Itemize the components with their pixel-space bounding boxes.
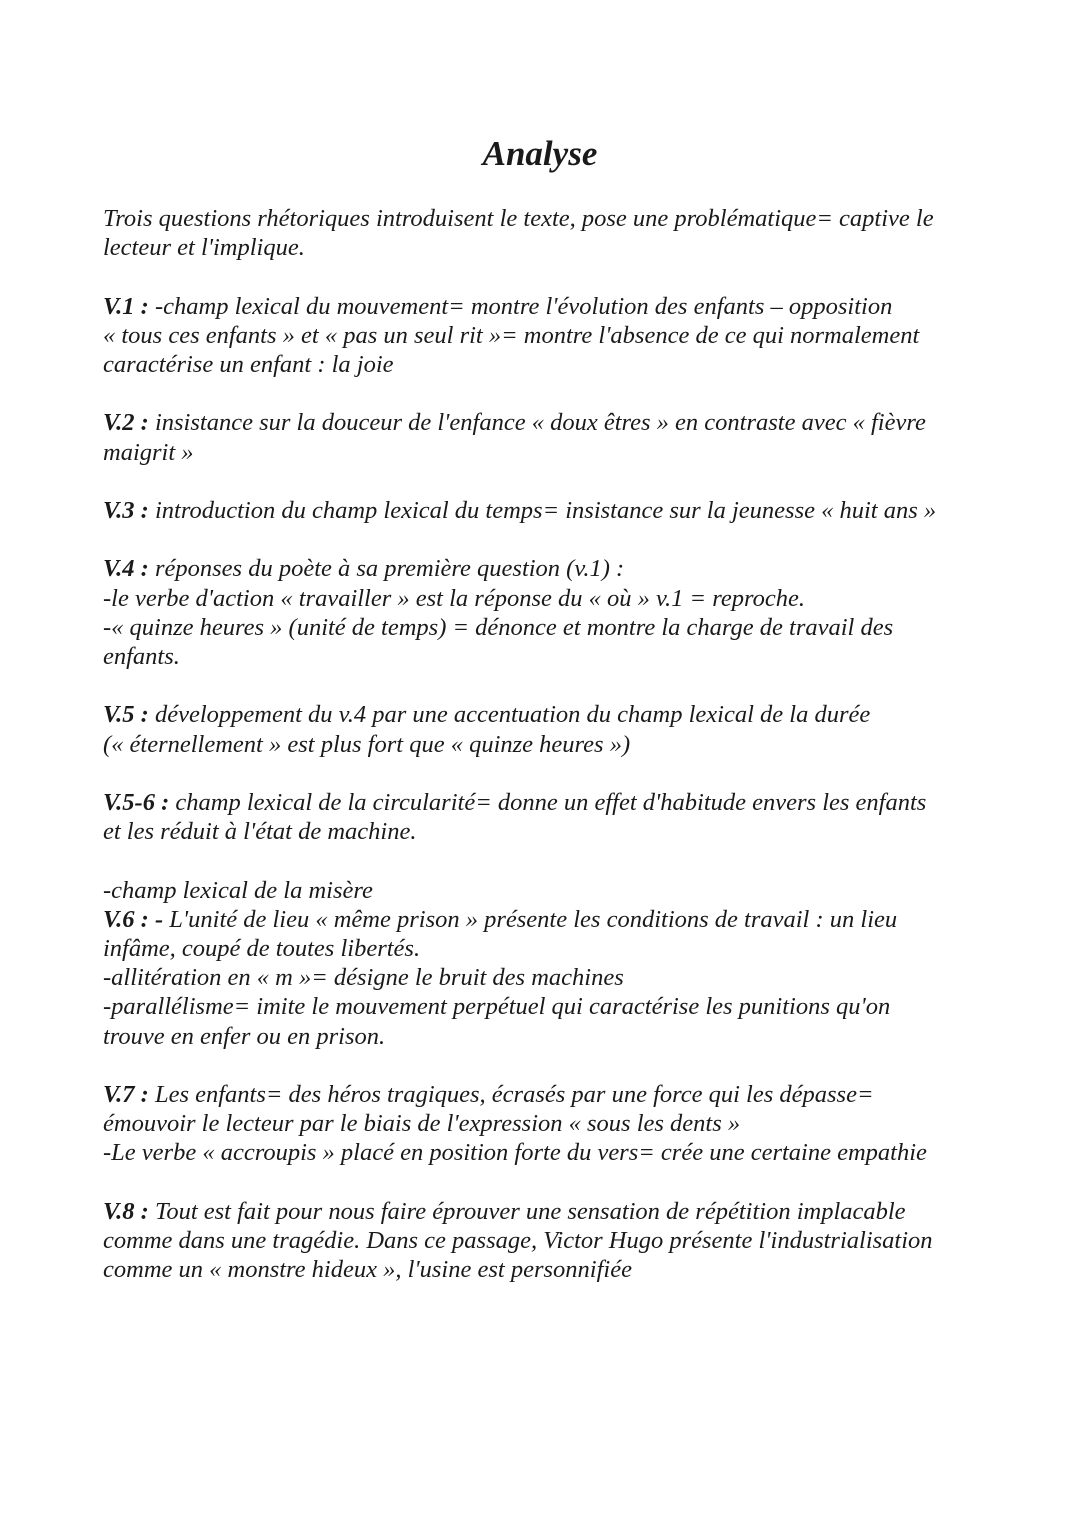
text-line: comme un « monstre hideux », l'usine est personnifiée: [103, 1256, 632, 1284]
text-line: (« éternellement » est plus fort que « quinze heures »): [103, 730, 631, 758]
paragraph-v8: [103, 1197, 983, 1285]
verse-label: V.2 :: [103, 409, 149, 437]
paragraph-v6: [103, 876, 983, 1051]
paragraph-v5-6: [103, 788, 983, 846]
text-line: -allitération en « m »= désigne le bruit des machines: [103, 964, 624, 992]
verse-label: V.1 :: [103, 292, 149, 320]
paragraph-v3: [103, 496, 983, 525]
text-line: trouve en enfer ou en prison.: [103, 1022, 386, 1050]
text-line: caractérise un enfant : la joie: [103, 351, 394, 378]
verse-label: V.7 :: [103, 1080, 149, 1108]
text-line: V.5-6 : champ lexical de la circularité= donne un effet d'habitude envers les enfants: [103, 788, 927, 816]
text-line: V.4 : réponses du poète à sa première question (v.1) :: [103, 555, 625, 583]
text-line: Trois questions rhétoriques introduisent le texte, pose une problématique= captive le: [103, 205, 934, 232]
text-line: V.5 : développement du v.4 par une accentuation du champ lexical de la durée: [103, 701, 871, 729]
paragraph-v5: [103, 700, 983, 758]
text-line: -parallélisme= imite le mouvement perpétuel qui caractérise les punitions qu'on: [103, 993, 891, 1021]
paragraph-v1: [103, 292, 983, 380]
paragraph-v7: [103, 1080, 983, 1168]
verse-label: V.8 :: [103, 1197, 149, 1225]
verse-label: V.5-6 :: [103, 788, 170, 816]
verse-label: V.5 :: [103, 701, 149, 729]
text-line: émouvoir le lecteur par le biais de l'expression « sous les dents »: [103, 1110, 741, 1138]
text-line: V.8 : Tout est fait pour nous faire éprouver une sensation de répétition implacable: [103, 1197, 906, 1225]
text-line: V.7 : Les enfants= des héros tragiques, écrasés par une force qui les dépasse=: [103, 1080, 874, 1108]
verse-label: V.6 : -: [103, 905, 164, 933]
text-line: infâme, coupé de toutes libertés.: [103, 934, 421, 962]
text-line: lecteur et l'implique.: [103, 234, 305, 262]
text-line: comme dans une tragédie. Dans ce passage, Victor Hugo présente l'industrialisation: [103, 1226, 933, 1254]
text-line: maigrit »: [103, 438, 194, 466]
text-line: -champ lexical de la misère: [103, 876, 373, 904]
text-line: V.2 : insistance sur la douceur de l'enfance « doux êtres » en contraste avec « fièvre: [103, 409, 926, 437]
text-line: -Le verbe « accroupis » placé en position forte du vers= crée une certaine empathie: [103, 1139, 927, 1167]
verse-label: V.3 :: [103, 496, 149, 524]
paragraph-v4: [103, 554, 983, 671]
paragraph-intro: [103, 204, 983, 262]
page-title: Analyse: [482, 134, 598, 173]
text-line: « tous ces enfants » et « pas un seul rit »= montre l'absence de ce qui normalement: [103, 321, 920, 349]
text-line: V.1 : -champ lexical du mouvement= montre l'évolution des enfants – opposition: [103, 292, 893, 320]
analysis-body: [103, 204, 983, 1284]
text-line: enfants.: [103, 642, 180, 670]
text-line: V.6 : - L'unité de lieu « même prison » présente les conditions de travail : un lieu: [103, 905, 898, 933]
text-line: et les réduit à l'état de machine.: [103, 818, 417, 846]
paragraph-v2: [103, 408, 983, 466]
text-line: -le verbe d'action « travailler » est la réponse du « où » v.1 = reproche.: [103, 584, 805, 612]
text-line: -« quinze heures » (unité de temps) = dénonce et montre la charge de travail des: [103, 613, 894, 641]
verse-label: V.4 :: [103, 555, 149, 583]
text-line: V.3 : introduction du champ lexical du temps= insistance sur la jeunesse « huit ans »: [103, 496, 937, 524]
